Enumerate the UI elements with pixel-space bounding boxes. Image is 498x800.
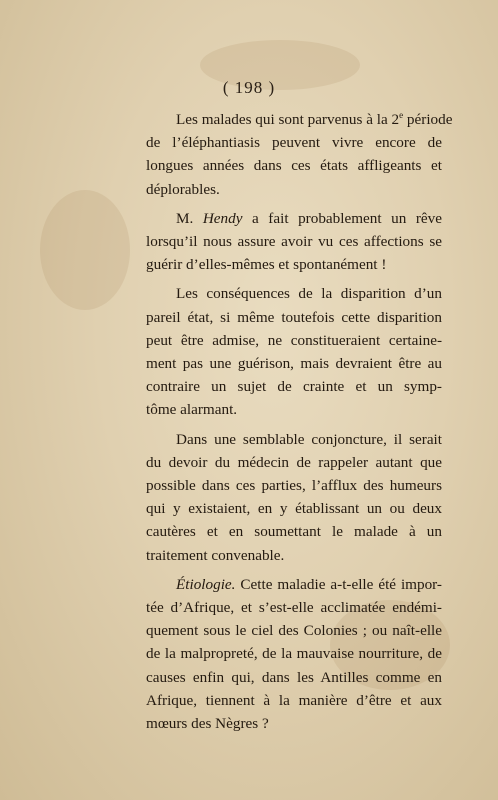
text-line: du devoir du médecin de rappeler autant que <box>146 453 442 471</box>
body-text <box>116 108 453 737</box>
paragraph <box>116 108 453 201</box>
text-line: cautères et en soumettant le malade à un <box>146 523 442 541</box>
text-line: de la malpropreté, de la mauvaise nourriture, de <box>146 645 442 663</box>
text-line-fragment: M. <box>176 209 203 227</box>
paragraph <box>116 573 442 735</box>
paragraph <box>116 207 442 277</box>
text-line: possible dans ces parties, l’afflux des humeurs <box>146 477 442 495</box>
text-line: peut être admise, ne constitueraient certaine- <box>146 331 442 349</box>
text-line: causes enfin qui, dans les Antilles comme en <box>146 668 442 686</box>
text-line: pareil état, si même toutefois cette disparition <box>146 308 442 326</box>
text-line: ment pas une guérison, mais devraient être au <box>146 355 442 373</box>
text-line: qui y existaient, en y établissant un ou deux <box>146 500 442 518</box>
text-line: déplorables. <box>146 180 220 198</box>
paragraph <box>116 428 442 567</box>
text-line: Afrique, tiennent à la manière d’être et aux <box>146 691 442 709</box>
text-line-fragment: Les malades qui sont parvenus à la 2 <box>176 111 400 128</box>
text-line: traitement convenable. <box>146 546 285 564</box>
section-heading: Étiologie. <box>176 575 236 593</box>
text-line-fragment: Cette maladie a-t-elle été impor- <box>235 575 442 593</box>
superscript: e <box>399 109 404 120</box>
text-line: Les conséquences de la disparition d’un <box>176 285 442 303</box>
author-name: Hendy <box>202 209 243 227</box>
text-line: Dans une semblable conjoncture, il serait <box>176 430 442 448</box>
text-line: guérir d’elles-mêmes et spontanément ! <box>146 256 387 274</box>
text-line-fragment: a fait probablement un rêve <box>242 209 442 227</box>
text-line: longues années dans ces états affligeants et <box>146 157 442 175</box>
text-line <box>116 108 453 131</box>
text-line: tée d’Afrique, et s’est-elle acclimatée endémi- <box>146 599 442 617</box>
text-line <box>116 573 442 596</box>
text-line: mœurs des Nègres ? <box>146 715 269 733</box>
text-line: tôme alarmant. <box>146 401 238 419</box>
text-line-fragment: période <box>403 111 453 128</box>
text-line: de l’éléphantiasis peuvent vivre encore de <box>146 134 442 152</box>
page-number: ( 198 ) <box>222 78 276 97</box>
paragraph <box>116 282 442 421</box>
text-line: lorsqu’il nous assure avoir vu ces affections se <box>146 233 442 251</box>
text-line <box>116 207 442 230</box>
text-line: contraire un sujet de crainte et un symp- <box>146 378 442 396</box>
text-line: quement sous le ciel des Colonies ; ou naît-elle <box>146 622 442 640</box>
